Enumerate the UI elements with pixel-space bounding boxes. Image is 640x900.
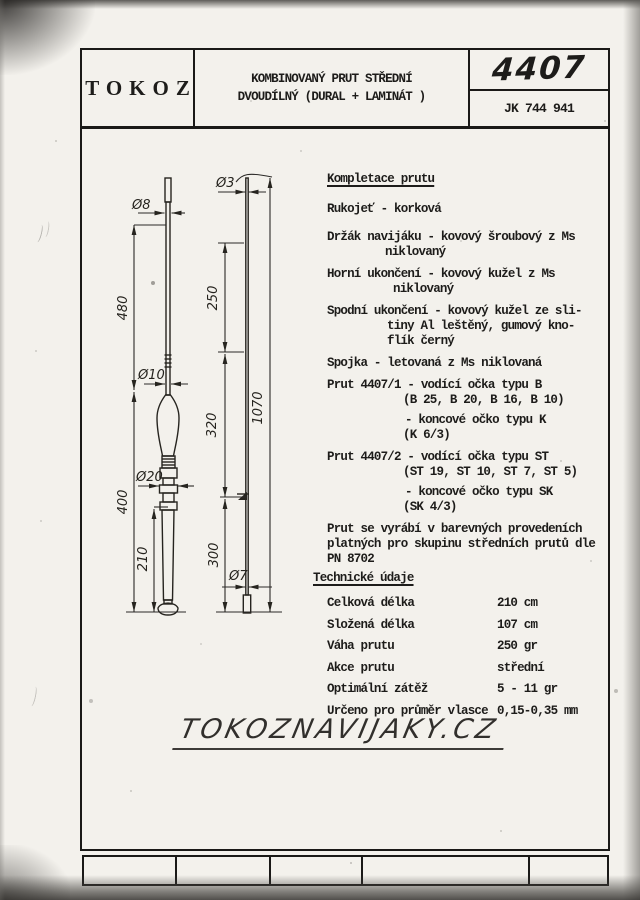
spec-label: Celková délka	[327, 596, 415, 610]
brand-logo: TOKOZ	[85, 75, 197, 100]
document-title-line2: DVOUDÍLNÝ (DURAL + LAMINÁT )	[237, 90, 426, 104]
kompletace-line: - koncové očko typu K	[405, 413, 546, 427]
kompletace-line: Držák navijáku - kovový šroubový z Ms	[327, 230, 575, 244]
kompletace-line: Prut 4407/1 - vodící očka typu B	[327, 378, 542, 392]
dim-diameter-7: Ø7	[229, 569, 248, 584]
kompletace-line: (SK 4/3)	[403, 500, 457, 514]
spec-label: Určeno pro průměr vlasce	[327, 703, 488, 718]
kompletace-line: Prut se vyrábí v barevných provedeních	[327, 522, 582, 536]
dim-length-400: 400	[116, 489, 131, 515]
title-block-cell	[84, 857, 177, 884]
kompletace-line: flík černý	[387, 334, 455, 348]
kompletace-line: niklovaný	[393, 282, 454, 296]
watermark-text: TOKOZNAVIJAKY.CZ	[172, 714, 511, 750]
kompletace-line: Spojka - letovaná z Ms niklovaná	[327, 356, 542, 370]
brand-cell	[82, 50, 195, 126]
spec-row	[327, 681, 613, 703]
kompletace-line: Horní ukončení - kovový kužel z Ms	[327, 267, 555, 281]
scan-edge-top	[0, 0, 640, 9]
dim-length-320: 320	[205, 412, 220, 438]
document-title-line1: KOMBINOVANÝ PRUT STŘEDNÍ	[251, 72, 412, 86]
spec-row	[327, 595, 613, 617]
spec-label: Akce prutu	[327, 660, 395, 675]
title-block-cell	[363, 857, 530, 884]
title-block-row	[82, 855, 609, 886]
spec-row	[327, 660, 613, 682]
kompletace-line: (B 25, B 20, B 16, B 10)	[403, 393, 564, 407]
spec-value: 0,15-0,35 mm	[497, 703, 578, 718]
kompletace-line: platných pro skupinu středních prutů dle	[327, 537, 596, 551]
kompletace-line: PN 8702	[327, 552, 374, 566]
header	[82, 50, 608, 129]
kompletace-line: (K 6/3)	[403, 428, 450, 442]
scan-edge-right	[623, 0, 640, 900]
spec-row	[327, 638, 613, 660]
dim-length-250: 250	[206, 285, 221, 311]
dim-diameter-10: Ø10	[138, 368, 165, 383]
spec-label: Složená délka	[327, 617, 415, 632]
dim-diameter-3: Ø3	[216, 176, 235, 191]
catalog-number: JK 744 941	[503, 101, 574, 116]
kompletace-heading: Kompletace prutu	[327, 172, 435, 186]
spec-value: 210 cm	[497, 596, 538, 610]
specs-section	[313, 570, 613, 724]
lower-handle	[162, 510, 174, 600]
tip-joint-mark	[238, 492, 247, 500]
pencil-mark	[31, 223, 44, 243]
dim-length-300: 300	[207, 542, 222, 568]
title-block-cell	[530, 857, 607, 884]
spec-row	[327, 617, 613, 639]
kompletace-line: Spodní ukončení - kovový kužel ze sli-	[327, 304, 582, 318]
title-block-cell	[271, 857, 363, 884]
dim-diameter-20: Ø20	[136, 470, 163, 485]
kompletace-line: (ST 19, ST 10, ST 7, ST 5)	[403, 465, 578, 479]
dim-length-1070: 1070	[251, 391, 266, 425]
kompletace-line: Prut 4407/2 - vodící očka typu ST	[327, 450, 549, 464]
kompletace-section	[327, 172, 619, 567]
scan-corner-bottom-left	[0, 845, 70, 900]
spec-label: Optimální zátěž	[327, 682, 428, 696]
dimension-labels	[116, 176, 266, 584]
cork-grip	[157, 395, 179, 456]
model-number-cell	[470, 50, 608, 91]
catalog-number-cell	[470, 91, 608, 126]
model-number: 4407	[490, 49, 588, 89]
spec-label: Váha prutu	[327, 639, 395, 653]
scan-noise	[0, 0, 2, 2]
title-cell	[195, 50, 470, 126]
number-cell	[470, 50, 608, 126]
kompletace-line: niklovaný	[385, 245, 446, 259]
spec-value: 250 gr	[497, 639, 538, 653]
scan-edge-left	[0, 0, 5, 900]
spec-value: 107 cm	[497, 617, 538, 632]
spec-value: střední	[497, 660, 544, 675]
dim-length-210: 210	[136, 546, 151, 572]
butt-knob	[158, 603, 178, 615]
title-block-cell	[177, 857, 271, 884]
pencil-mark	[25, 685, 38, 706]
kompletace-line: tiny Al leštěný, gumový kno-	[387, 319, 575, 333]
pencil-mark	[40, 220, 51, 237]
butt-section-outline	[157, 178, 179, 615]
kompletace-line: - koncové očko typu SK	[405, 485, 553, 499]
tip-end-cap	[243, 595, 250, 613]
dim-length-480: 480	[116, 295, 131, 321]
dim-diameter-8: Ø8	[132, 198, 151, 213]
spec-value: 5 - 11 gr	[497, 682, 558, 696]
specs-heading: Technické údaje	[313, 571, 414, 585]
kompletace-line: Rukojeť - korková	[327, 202, 441, 216]
rod-technical-drawing	[88, 168, 303, 628]
